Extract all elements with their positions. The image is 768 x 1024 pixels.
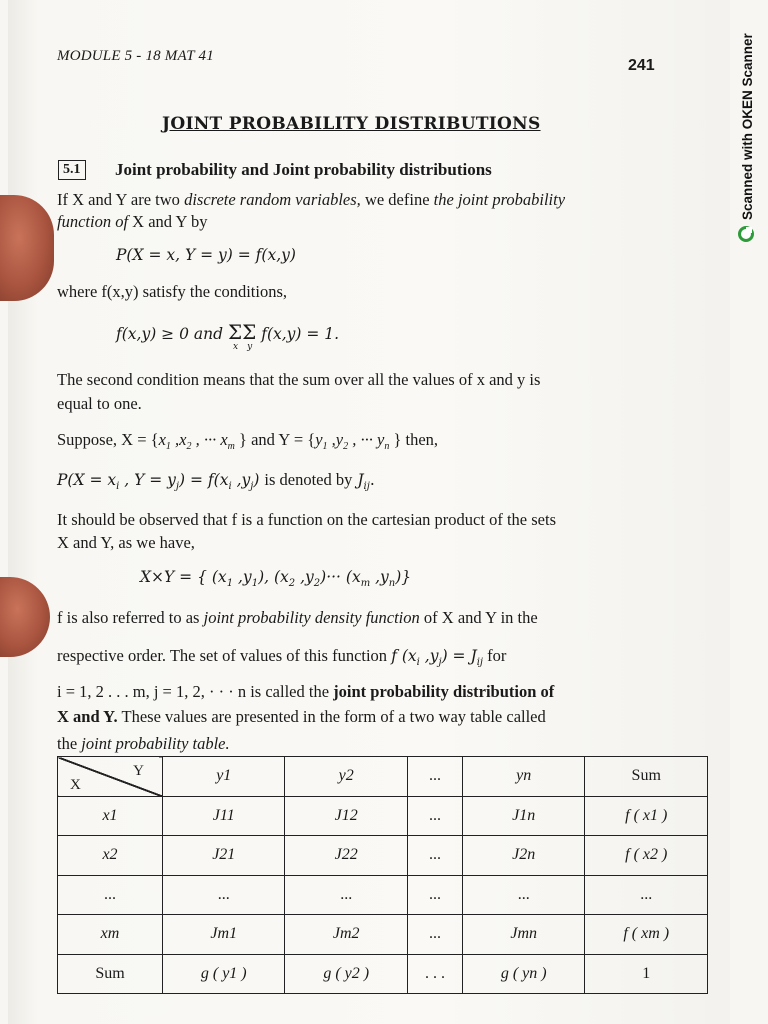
table-cell: Jm1 [163,915,285,955]
section-title: Joint probability and Joint probability distributions [115,160,492,179]
table-cell: J11 [163,796,285,836]
column-sum-cell: g ( y2 ) [285,954,407,994]
scanner-logo-icon [738,226,754,242]
row-sum-cell: f ( xm ) [585,915,708,955]
equation-joint-pmf: P(X = x, Y = y) = f(x,y) [116,246,296,264]
row-label: x2 [58,836,163,876]
joint-probability-table [57,756,708,994]
page-number: 241 [628,57,655,74]
table-row [58,836,708,876]
table-cell: ... [285,875,407,915]
para4-line5: the joint probability table. [57,734,230,753]
header-cell: yn [462,757,584,797]
table-cell: J1n [462,796,584,836]
para2-line1: The second condition means that the sum over all the values of x and y is [57,370,541,389]
para3-line2: X and Y, as we have, [57,533,195,552]
table-cell: Jmn [462,915,584,955]
where-line: where f(x,y) satisfy the conditions, [57,282,288,301]
grand-total-cell: 1 [585,954,708,994]
conditions-equation: f(x,y) ≥ 0 and Σ x Σ y f(x,y) = 1. [116,320,340,352]
header-cell: Sum [585,757,708,797]
row-sum-cell: ... [585,875,708,915]
table-cell: ... [407,836,462,876]
column-sum-cell: . . . [407,954,462,994]
header-cell: y1 [163,757,285,797]
table-row [58,915,708,955]
table-header-row [58,757,708,797]
row-label: x1 [58,796,163,836]
scanner-watermark [732,10,764,246]
para4-line2: respective order. The set of values of this function f ($x_i$ $,y_j) = J_{ij}$ for [57,646,507,668]
column-sum-cell: g ( y1 ) [163,954,285,994]
row-sum-cell: f ( x2 ) [585,836,708,876]
column-sum-cell: g ( yn ) [462,954,584,994]
table-cell: ... [163,875,285,915]
table-cell: ... [407,915,462,955]
para1-line1: If X and Y are two discrete random variables, we define the joint probability [57,190,566,209]
row-label: xm [58,915,163,955]
row-sum-cell: f ( x1 ) [585,796,708,836]
equation-jij: $P(X = x_i$ , $Y = y_j) = f(x_i$ $,y_j$) is denoted by $J_{ij}$. [57,470,375,492]
para4-line1: f is also referred to as joint probability density function of X and Y in the [57,608,538,627]
para1-line2: function of X and Y by [57,212,208,231]
table-cell: J22 [285,836,407,876]
suppose-line: Suppose, $X = \{x_1$ $,x_2$ , ··· $x_m$ } and $Y = \{y_1$ $,y_2$ , ··· $y_n$ } then, [57,430,439,452]
header-cell: ... [407,757,462,797]
table-cell: J2n [462,836,584,876]
table-cell: J12 [285,796,407,836]
table-row [58,875,708,915]
para4-line3: i = 1, 2 . . . m, j = 1, 2, · · · n is called the joint probability distribution of [57,682,555,701]
cartesian-product-equation: X×Y = { ($x_1$ $,y_1$), ($x_2$ $,y_2)\cdot\cdot\cdot (x_m$ $,y_n$)} [140,568,412,589]
row-label: ... [58,875,163,915]
thumb-top [0,195,54,301]
table-cell: ... [407,875,462,915]
header-cell: y2 [285,757,407,797]
table-cell: J21 [163,836,285,876]
running-header: MODULE 5 - 18 MAT 41 [57,48,214,64]
table-row [58,796,708,836]
chapter-title: JOINT PROBABILITY DISTRIBUTIONS [162,114,541,134]
row-label: Sum [58,954,163,994]
scanner-text: Scanned with OKEN Scanner [740,33,755,220]
table-cell: ... [407,796,462,836]
table-cell: Jm2 [285,915,407,955]
para3-line1: It should be observed that f is a function on the cartesian product of the sets [57,510,556,529]
corner-cell: Y X [58,757,163,797]
table-sum-row [58,954,708,994]
section-number: 5.1 [58,160,86,180]
para2-line2: equal to one. [57,394,142,413]
para4-line4: X and Y. These values are presented in the form of a two way table called [57,707,546,726]
table-cell: ... [462,875,584,915]
